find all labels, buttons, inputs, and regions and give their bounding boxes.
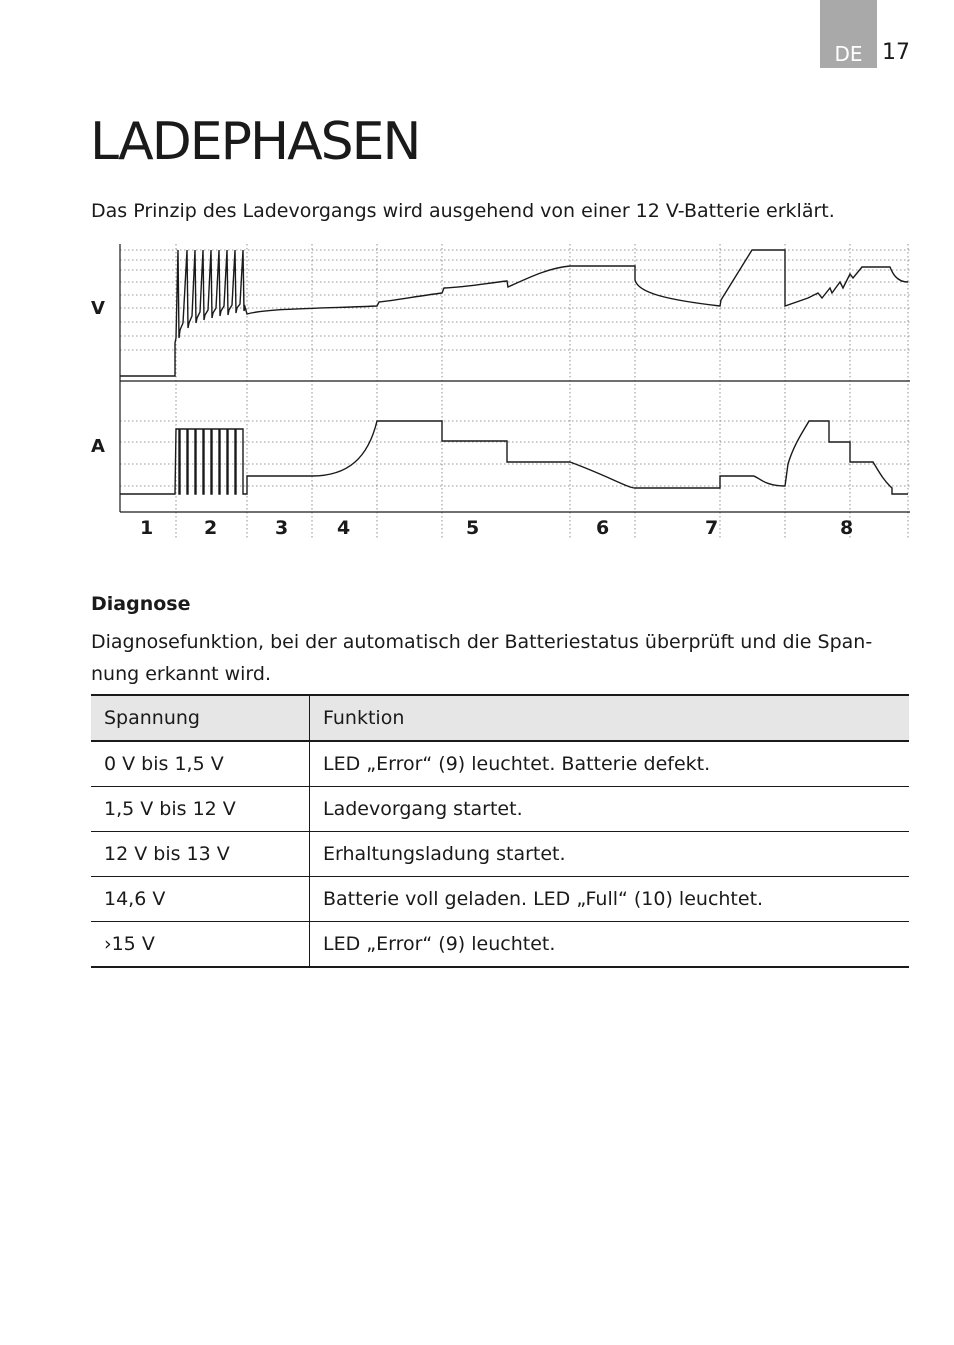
language-label: DE bbox=[834, 42, 863, 66]
voltage-curve bbox=[120, 250, 908, 376]
table-row bbox=[91, 787, 909, 832]
phase-label: 8 bbox=[840, 517, 854, 539]
voltage-cell: 0 V bis 1,5 V bbox=[91, 741, 310, 787]
voltage-cell: 1,5 V bis 12 V bbox=[91, 787, 310, 832]
phase-label: 4 bbox=[337, 517, 351, 539]
grid-top bbox=[120, 250, 910, 350]
charging-phases-diagram bbox=[88, 238, 914, 548]
function-cell: Erhaltungsladung startet. bbox=[310, 832, 910, 877]
column-header-function: Funktion bbox=[310, 695, 910, 741]
table-row bbox=[91, 877, 909, 922]
voltage-cell: ›15 V bbox=[91, 922, 310, 968]
voltage-axis-label: V bbox=[91, 298, 105, 319]
phase-label: 3 bbox=[275, 517, 289, 539]
voltage-function-table bbox=[91, 694, 909, 968]
voltage-cell: 12 V bis 13 V bbox=[91, 832, 310, 877]
column-header-voltage: Spannung bbox=[91, 695, 310, 741]
current-axis-label: A bbox=[91, 436, 105, 457]
table-row bbox=[91, 832, 909, 877]
phase-label: 2 bbox=[204, 517, 218, 539]
table-row bbox=[91, 741, 909, 787]
current-curve bbox=[120, 421, 908, 494]
table-header-row bbox=[91, 695, 909, 741]
phase-label: 6 bbox=[596, 517, 610, 539]
diagnose-text: Diagnosefunktion, bei der automatisch der Batteriestatus überprüft und die Span-nung erkannt wird. bbox=[91, 631, 873, 685]
language-tab bbox=[820, 0, 877, 68]
voltage-cell: 14,6 V bbox=[91, 877, 310, 922]
intro-text: Das Prinzip des Ladevorgangs wird ausgehend von einer 12 V-Batterie erklärt. bbox=[91, 200, 835, 222]
page-number: 17 bbox=[882, 40, 910, 65]
phase-label: 1 bbox=[140, 517, 154, 539]
function-cell: LED „Error“ (9) leuchtet. bbox=[310, 922, 910, 968]
function-cell: Ladevorgang startet. bbox=[310, 787, 910, 832]
phase-label: 5 bbox=[466, 517, 480, 539]
diagnose-heading: Diagnose bbox=[91, 593, 191, 615]
phase-dividers bbox=[176, 244, 908, 540]
phase-label: 7 bbox=[705, 517, 719, 539]
function-cell: LED „Error“ (9) leuchtet. Batterie defekt. bbox=[310, 741, 910, 787]
page-title: LADEPHASEN bbox=[90, 112, 420, 172]
function-cell: Batterie voll geladen. LED „Full“ (10) leuchtet. bbox=[310, 877, 910, 922]
table-row bbox=[91, 922, 909, 968]
